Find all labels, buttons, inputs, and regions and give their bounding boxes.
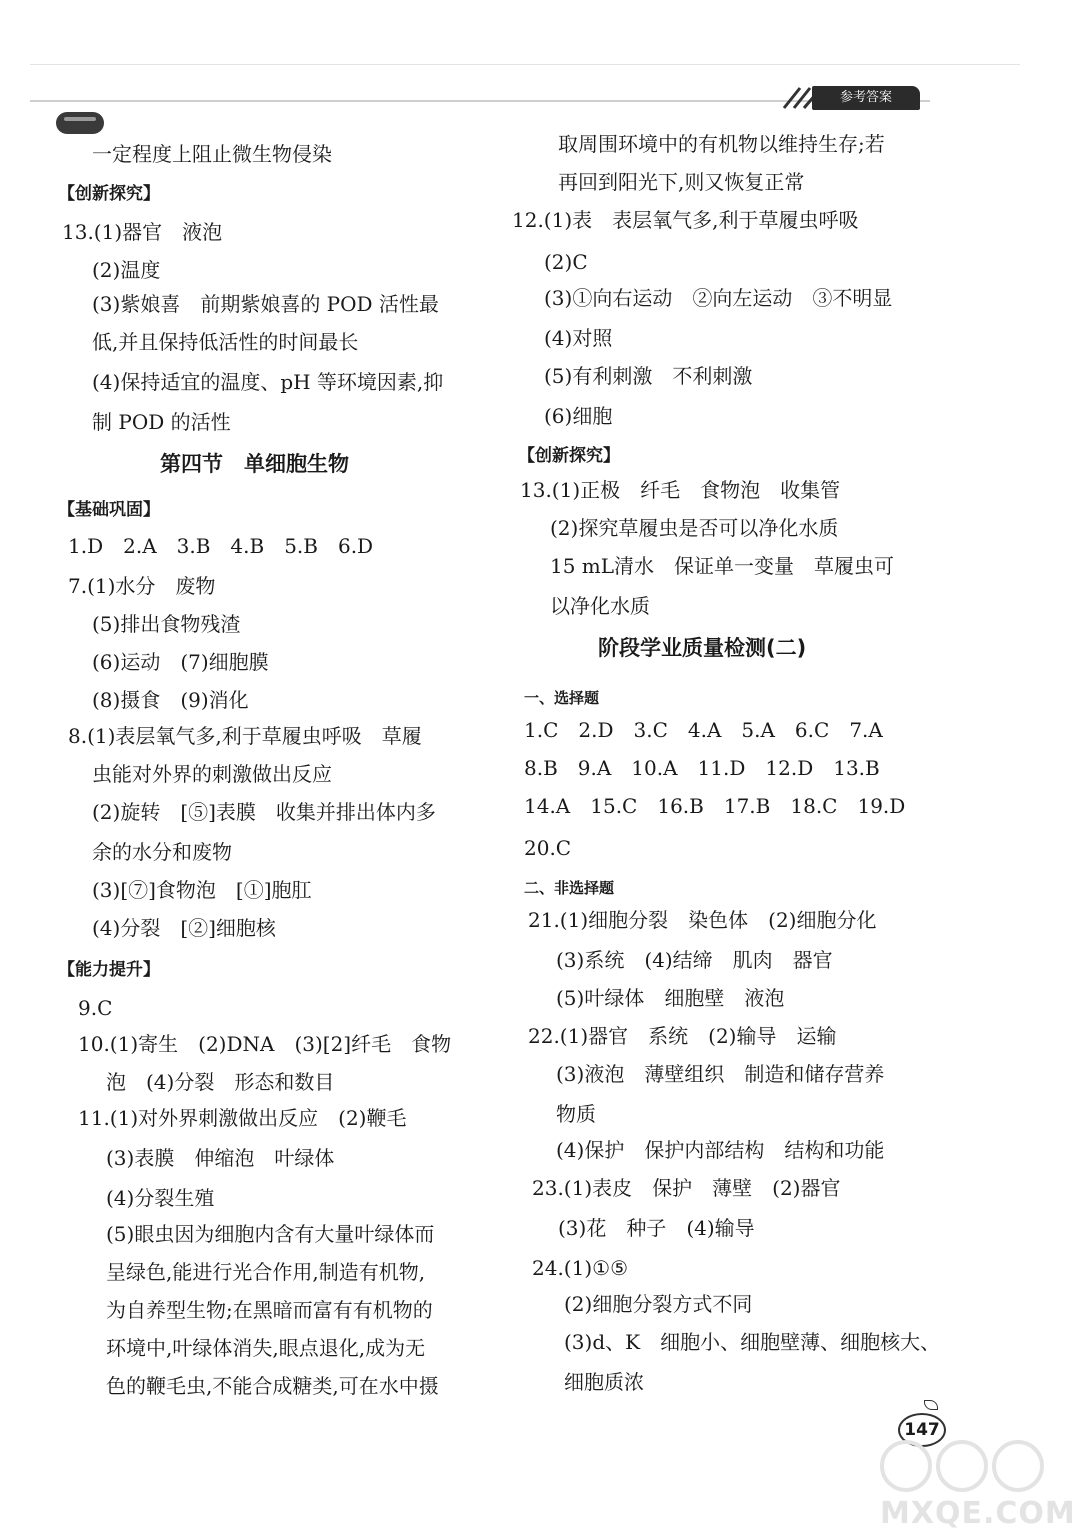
answer-line: (8)摄食 (9)消化 [92,688,249,712]
answer-line: 20.C [524,836,572,860]
answer-line: 呈绿色,能进行光合作用,制造有机物, [106,1260,426,1284]
answer-line: 泡 (4)分裂 形态和数目 [106,1070,335,1094]
answer-line: 12.(1)表 表层氧气多,利于草履虫呼吸 [512,208,859,232]
watermark-circle-icon [936,1440,988,1492]
answer-line: (4)保持适宜的温度、pH 等环境因素,抑 [92,370,444,394]
answer-line: (5)有利刺激 不利刺激 [544,364,753,388]
answer-line: 22.(1)器官 系统 (2)输导 运输 [528,1024,837,1048]
section-label: 二、非选择题 [524,879,615,897]
answer-line: 环境中,叶绿体消失,眼点退化,成为无 [106,1336,426,1360]
answer-line: (3)d、K 细胞小、细胞壁薄、细胞核大、 [564,1330,941,1354]
answer-line: 11.(1)对外界刺激做出反应 (2)鞭毛 [78,1106,407,1130]
section-label: 【创新探究】 [58,184,160,204]
answer-line: (4)分裂生殖 [106,1186,215,1210]
answer-line: (4)保护 保护内部结构 结构和功能 [556,1138,885,1162]
answer-line: (6)运动 (7)细胞膜 [92,650,269,674]
answer-line: 21.(1)细胞分裂 染色体 (2)细胞分化 [528,908,877,932]
answer-line: 1.D 2.A 3.B 4.B 5.B 6.D [68,534,374,558]
answer-line: (3)表膜 伸缩泡 叶绿体 [106,1146,335,1170]
answer-line: 14.A 15.C 16.B 17.B 18.C 19.D [524,794,906,818]
section-label: 一、选择题 [524,689,600,707]
section-tag: 参考答案 [812,86,920,110]
answer-line: 为自养型生物;在黑暗而富有有机物的 [106,1298,433,1322]
answer-line: (3)①向右运动 ②向左运动 ③不明显 [544,286,893,310]
answer-line: 8.B 9.A 10.A 11.D 12.D 13.B [524,756,880,780]
answer-line: (2)探究草履虫是否可以净化水质 [550,516,839,540]
section-label: 【创新探究】 [518,446,620,466]
section-heading: 第四节 单细胞生物 [160,452,349,476]
header-top-rule [30,64,1020,65]
answer-line: 1.C 2.D 3.C 4.A 5.A 6.C 7.A [524,718,883,742]
section-label: 【能力提升】 [58,960,160,980]
answer-line: 再回到阳光下,则又恢复正常 [558,170,805,194]
answer-line: (5)叶绿体 细胞壁 液泡 [556,986,785,1010]
answer-line: 10.(1)寄生 (2)DNA (3)[2]纤毛 食物 [78,1032,452,1056]
leaf-icon [924,1400,938,1410]
answer-line: (3)花 种子 (4)输导 [558,1216,755,1240]
answer-line: (2)温度 [92,258,161,282]
answer-line: (5)排出食物残渣 [92,612,241,636]
book-logo-icon [56,112,104,134]
answer-line: (6)细胞 [544,404,613,428]
answer-line: (3)紫娘喜 前期紫娘喜的 POD 活性最 [92,292,439,316]
section-heading: 阶段学业质量检测(二) [598,636,807,660]
answer-line: 13.(1)器官 液泡 [62,220,223,244]
answer-line: (2)旋转 [⑤]表膜 收集并排出体内多 [92,800,436,824]
answer-line: 余的水分和废物 [92,840,232,864]
header-slash-decoration [770,86,816,108]
answer-line: 13.(1)正极 纤毛 食物泡 收集管 [520,478,841,502]
answer-line: (4)对照 [544,326,613,350]
answer-line: 虫能对外界的刺激做出反应 [92,762,332,786]
answer-line: 一定程度上阻止微生物侵染 [92,142,332,166]
watermark-circle-icon [880,1440,932,1492]
answer-line: 8.(1)表层氧气多,利于草履虫呼吸 草履 [68,724,422,748]
answer-line: 低,并且保持低活性的时间最长 [92,330,359,354]
answer-line: (3)系统 (4)结缔 肌肉 器官 [556,948,833,972]
answer-line: (3)液泡 薄壁组织 制造和储存营养 [556,1062,885,1086]
answer-line: (3)[⑦]食物泡 [①]胞肛 [92,878,312,902]
answer-line: 23.(1)表皮 保护 薄壁 (2)器官 [532,1176,841,1200]
answer-line: 细胞质浓 [564,1370,644,1394]
answer-line: 15 mL清水 保证单一变量 草履虫可 [550,554,895,578]
answer-line: 7.(1)水分 废物 [68,574,216,598]
answer-line: (5)眼虫因为细胞内含有大量叶绿体而 [106,1222,435,1246]
answer-line: 取周围环境中的有机物以维持生存;若 [558,132,885,156]
watermark-circle-icon [992,1440,1044,1492]
page-number: 147 [898,1413,946,1447]
answer-line: 9.C [78,996,113,1020]
answer-line: (2)细胞分裂方式不同 [564,1292,753,1316]
answer-line: 24.(1)①⑤ [532,1256,628,1280]
answer-line: 制 POD 的活性 [92,410,231,434]
answer-line: 以净化水质 [550,594,650,618]
answer-line: 物质 [556,1102,596,1126]
answer-line: 色的鞭毛虫,不能合成糖类,可在水中摄 [106,1374,439,1398]
watermark-text: MXQE.COM [880,1496,1076,1531]
answer-line: (2)C [544,250,588,274]
answer-line: (4)分裂 [②]细胞核 [92,916,276,940]
section-label: 【基础巩固】 [58,500,160,520]
